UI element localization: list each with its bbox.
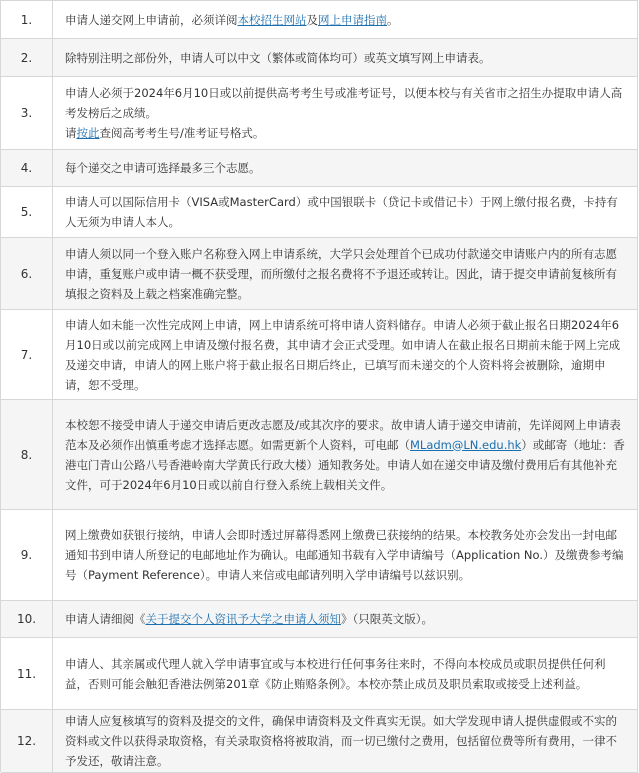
row-number: 11. [1, 638, 53, 709]
text-segment: 申请人如未能一次性完成网上申请，网上申请系统可将申请人资料储存。申请人必须于截止报名日期2024年6月10日或以前完成网上申请及缴付报名费，其申请才会正式受理。如申请人在截止报名日期前未能于网上完成及递交申请，申请人的网上账户将于截止报名日期后终止，已填写而未递交的个人资料将会被删除，逾期申请，恕不受理。 [65, 317, 621, 392]
table-row [1, 510, 638, 601]
table-row [1, 310, 638, 400]
table-row [1, 1, 638, 39]
row-text [53, 400, 638, 509]
exam-number-format-link[interactable]: 按此 [76, 126, 100, 140]
row-text [53, 310, 638, 399]
text-segment: 》（只限英文版）。 [341, 612, 433, 626]
text-segment: 申请人必须于2024年6月10日或以前提供高考考生号或准考证号，以便本校与有关省市之招生办提取申请人高考发榜后之成绩。 [65, 86, 623, 120]
row-number: 9. [1, 510, 53, 600]
row-number: 7. [1, 310, 53, 399]
row-number: 3. [1, 77, 53, 149]
row-number: 10. [1, 601, 53, 637]
online-application-guide-link[interactable]: 网上申请指南 [318, 12, 387, 27]
text-segment: ）或邮寄（地址：香港屯门青山公路八号香港岭南大学黄氏行政大楼）通知教务处。申请人如在递交申请及缴付费用后有其他补充文件，可于2024年6月10日或以前自行登入系统上载相关文件。 [65, 437, 625, 492]
text-segment: 申请人递交网上申请前，必须详阅 [65, 12, 238, 27]
row-text [53, 638, 638, 709]
row-text [53, 601, 638, 637]
row-text [53, 77, 638, 149]
text-segment: 查阅高考考生号/准考证号格式。 [99, 126, 265, 140]
row-number: 4. [1, 150, 53, 186]
row-text [53, 510, 638, 600]
admissions-email-link[interactable]: MLadm@LN.edu.hk [410, 437, 522, 452]
table-row [1, 638, 638, 710]
row-number: 5. [1, 187, 53, 237]
table-row [1, 238, 638, 310]
table-row [1, 400, 638, 510]
text-segment: 申请人可以国际信用卡（VISA或MasterCard）或中国银联卡（贷记卡或借记卡）于网上缴付报名费，卡持有人无须为申请人本人。 [65, 195, 618, 229]
row-text [53, 238, 638, 309]
table-row [1, 187, 638, 238]
text-segment: 除特别注明之部份外，申请人可以中文（繁体或简体均可）或英文填写网上申请表。 [65, 50, 491, 65]
row-text [53, 1, 638, 38]
row-text [53, 187, 638, 237]
text-segment: 本校恕不接受申请人于递交申请后更改志愿及/或其次序的要求。故申请人请于递交申请前，先详阅网上申请表范本及必须作出慎重考虑才选择志愿。如需更新个人资料，可电邮（ [65, 417, 621, 452]
text-segment: 申请人、其亲属或代理人就入学申请事宜或与本校进行任何事务往来时，不得向本校成员或职员提供任何利益，否则可能会触犯香港法例第201章《防止贿赂条例》。本校亦禁止成员及职员索取或接受上述利益。 [65, 656, 606, 691]
text-segment: 申请人应复核填写的资料及提交的文件，确保申请资料及文件真实无误。如大学发现申请人提供虚假或不实的资料或文件以获得录取资格，有关录取资格将被取消，而一切已缴付之费用，包括留位费等所有费用，一律不予发还，敬请注意。 [65, 714, 617, 768]
text-segment: 每个递交之申请可选择最多三个志愿。 [65, 161, 261, 175]
personal-info-notice-link[interactable]: 关于提交个人资讯予大学之申请人须知 [145, 612, 341, 626]
row-text [53, 39, 638, 76]
text-segment: 请 [65, 126, 77, 140]
text-segment: 及 [306, 12, 318, 27]
admissions-website-link[interactable]: 本校招生网站 [237, 12, 307, 27]
row-number: 8. [1, 400, 53, 509]
row-number: 1. [1, 1, 53, 38]
text-segment: 网上缴费如获银行接纳，申请人会即时透过屏幕得悉网上缴费已获接纳的结果。本校教务处亦会发出一封电邮通知书到申请人所登记的电邮地址作为确认。电邮通知书载有入学申请编号（Application No.）及缴费参考编号（Payment Reference）。申请人来信或电邮请列明入学申请编号以兹识别。 [65, 528, 624, 582]
text-segment: 申请人须以同一个登入账户名称登入网上申请系统，大学只会处理首个已成功付款递交申请账户内的所有志愿申请，重复账户或申请一概不获受理，而所缴付之报名费将不予退还或转让。因此，请于提交申请前复核所有填报之资料及上载之档案准确完整。 [65, 246, 617, 301]
table-row [1, 150, 638, 187]
row-text [53, 150, 638, 186]
table-row [1, 77, 638, 150]
table-row [1, 710, 638, 773]
text-segment: 申请人请细阅《 [65, 612, 146, 626]
table-row [1, 601, 638, 638]
table-row [1, 39, 638, 77]
row-text [53, 710, 638, 772]
row-number: 12. [1, 710, 53, 772]
text-segment: 。 [387, 12, 399, 27]
row-number: 6. [1, 238, 53, 309]
row-number: 2. [1, 39, 53, 76]
